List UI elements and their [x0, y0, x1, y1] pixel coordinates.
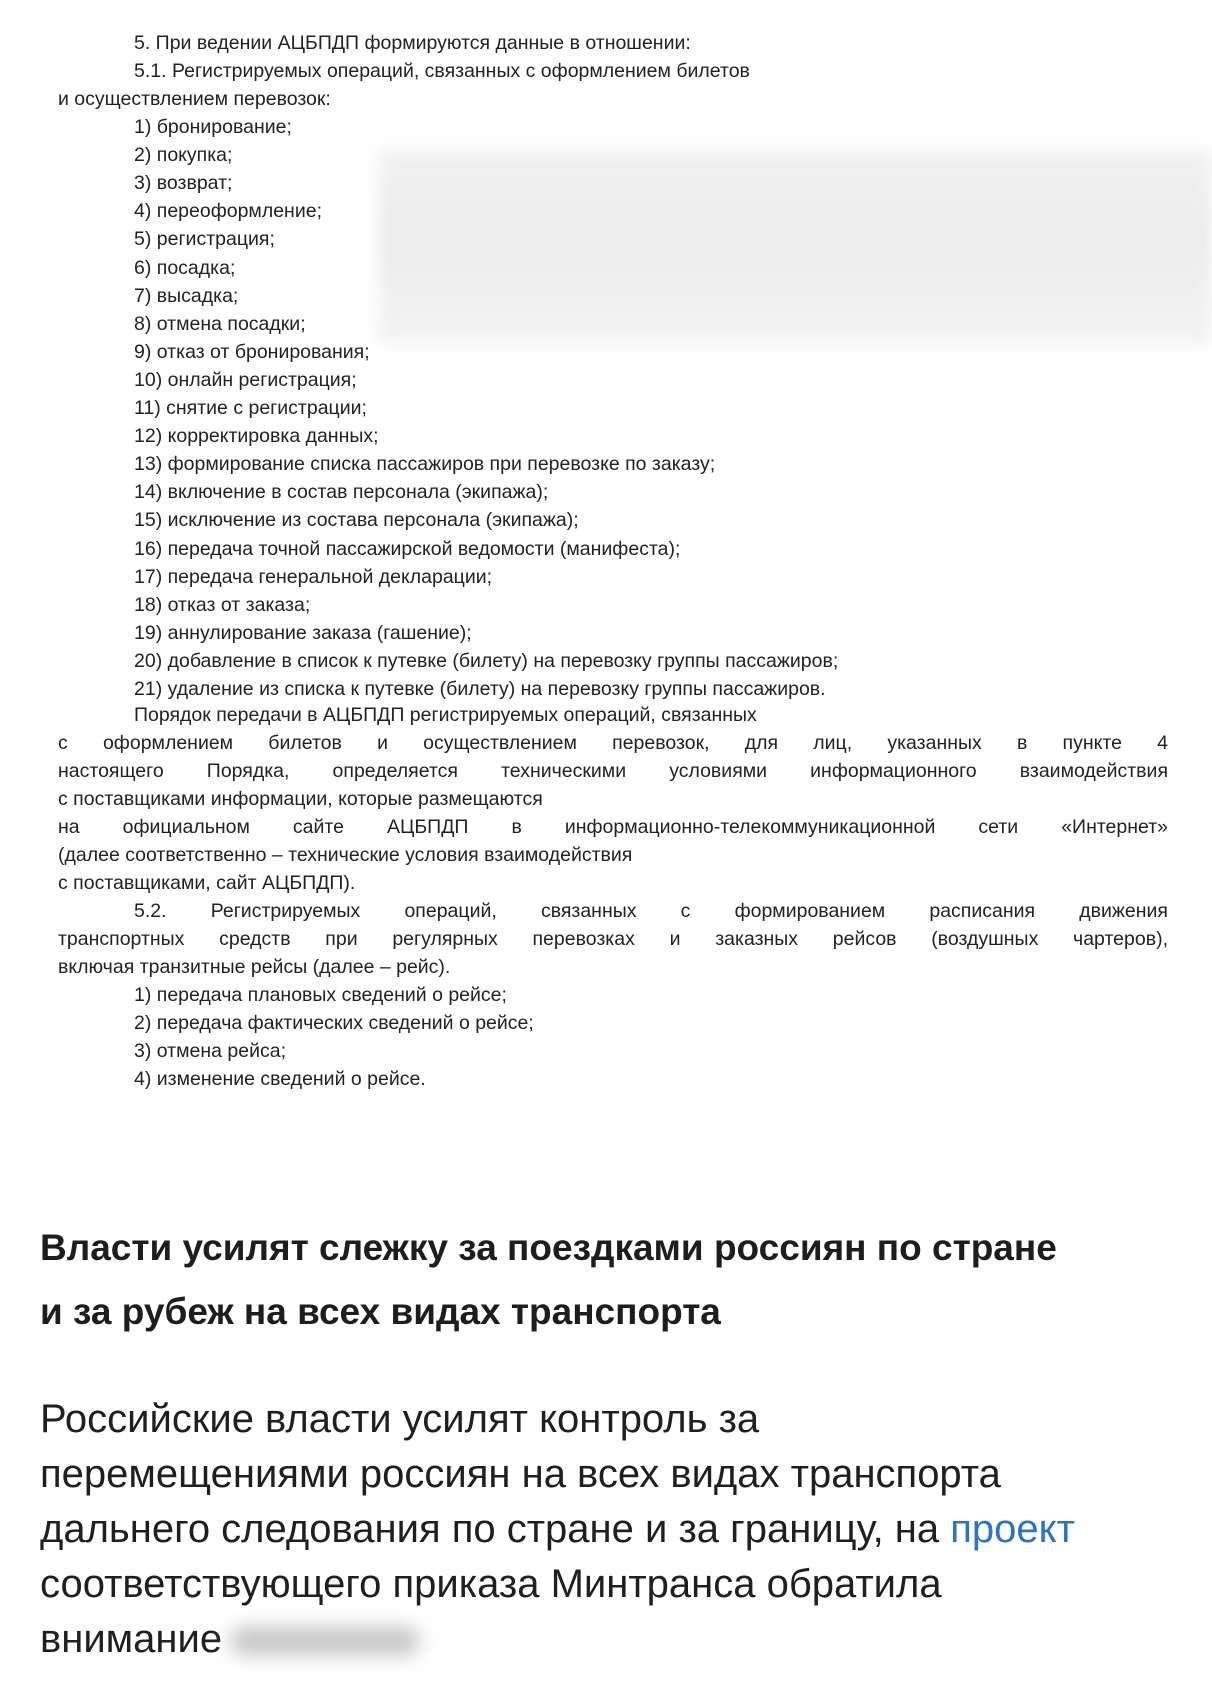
- doc-list-item: 11) снятие с регистрации;: [134, 397, 367, 419]
- post-body-line: [40, 1502, 1200, 1557]
- doc-list-item: 6) посадка;: [134, 256, 236, 279]
- doc-list-item: 4) изменение сведений о рейсе.: [134, 1068, 426, 1090]
- doc-paragraph-line: (далее соответственно – технические условия взаимодействия: [58, 844, 633, 866]
- doc-list-item: 19) аннулирование заказа (гашение);: [134, 621, 472, 644]
- doc-subheading-5-1-cont: и осуществлением перевозок:: [58, 88, 331, 110]
- doc-paragraph-line: 5.2. Регистрируемых операций, связанных с формированием расписания движения: [134, 900, 1168, 922]
- post-body-line: соответствующего приказа Минтранса обратила: [40, 1562, 942, 1606]
- doc-list-item: 9) отказ от бронирования;: [134, 340, 370, 363]
- doc-paragraph-line: с поставщиками информации, которые размещаются: [58, 788, 543, 810]
- doc-subheading-5-1: 5.1. Регистрируемых операций, связанных с оформлением билетов: [134, 60, 750, 82]
- doc-list-item: 2) покупка;: [134, 144, 233, 167]
- doc-paragraph-line: с оформлением билетов и осуществлением перевозок, для лиц, указанных в пункте 4: [58, 732, 1168, 754]
- doc-list-item: 8) отмена посадки;: [134, 312, 306, 335]
- post-body-line: [40, 1612, 1200, 1667]
- doc-list-item: 1) бронирование;: [134, 116, 292, 138]
- doc-list-item: 2) передача фактических сведений о рейсе;: [134, 1012, 534, 1034]
- doc-list-item: 21) удаление из списка к путевке (билету) на перевозку группы пассажиров.: [134, 678, 826, 700]
- doc-paragraph-line: на официальном сайте АЦБПДП в информационно-телекоммуникационной сети «Интернет»: [58, 816, 1168, 838]
- doc-list-item: 14) включение в состав персонала (экипажа);: [134, 481, 549, 504]
- doc-list-item: 15) исключение из состава персонала (экипажа);: [134, 509, 579, 532]
- doc-list-item: 7) высадка;: [134, 284, 239, 307]
- doc-list-item: 12) корректировка данных;: [134, 425, 379, 448]
- post-body-text: дальнего следования по стране и за границу, на: [40, 1507, 951, 1551]
- project-link[interactable]: проект: [950, 1507, 1075, 1551]
- post-title: [40, 1216, 1190, 1344]
- doc-list-item: 4) переоформление;: [134, 200, 322, 223]
- post-body-line: перемещениями россиян на всех видах транспорта: [40, 1452, 1001, 1496]
- doc-paragraph-line: Порядок передачи в АЦБПДП регистрируемых операций, связанных: [134, 704, 757, 726]
- doc-list-item: 1) передача плановых сведений о рейсе;: [134, 984, 507, 1006]
- doc-list-item: 10) онлайн регистрация;: [134, 368, 357, 391]
- doc-paragraph-line: с поставщиками, сайт АЦБПДП).: [58, 872, 356, 894]
- doc-list-item: 18) отказ от заказа;: [134, 593, 311, 616]
- doc-paragraph-line: настоящего Порядка, определяется техническими условиями информационного взаимодействия: [58, 760, 1168, 782]
- blurred-source-name: [230, 1626, 420, 1656]
- doc-list-item: 3) отмена рейса;: [134, 1040, 286, 1062]
- doc-list-item: 3) возврат;: [134, 172, 233, 195]
- post-body: [40, 1392, 1200, 1667]
- doc-paragraph-line: включая транзитные рейсы (далее – рейс).: [58, 956, 451, 978]
- blurred-region: [378, 150, 1212, 345]
- post-body-line: Российские власти усилят контроль за: [40, 1397, 760, 1441]
- doc-paragraph-line: транспортных средств при регулярных перевозках и заказных рейсов (воздушных чартеров),: [58, 928, 1168, 950]
- doc-list-item: 16) передача точной пассажирской ведомости (манифеста);: [134, 537, 681, 560]
- post-title-line: Власти усилят слежку за поездками россиян по стране: [40, 1227, 1057, 1268]
- post-body-text: внимание: [40, 1617, 223, 1661]
- doc-heading-5: 5. При ведении АЦБПДП формируются данные в отношении:: [134, 32, 691, 54]
- doc-list-item: 5) регистрация;: [134, 228, 275, 251]
- doc-list-item: 13) формирование списка пассажиров при перевозке по заказу;: [134, 453, 716, 476]
- doc-list-item: 17) передача генеральной декларации;: [134, 565, 493, 588]
- doc-list-item: 20) добавление в список к путевке (билету) на перевозку группы пассажиров;: [134, 649, 839, 672]
- post-title-line: и за рубеж на всех видах транспорта: [40, 1291, 721, 1332]
